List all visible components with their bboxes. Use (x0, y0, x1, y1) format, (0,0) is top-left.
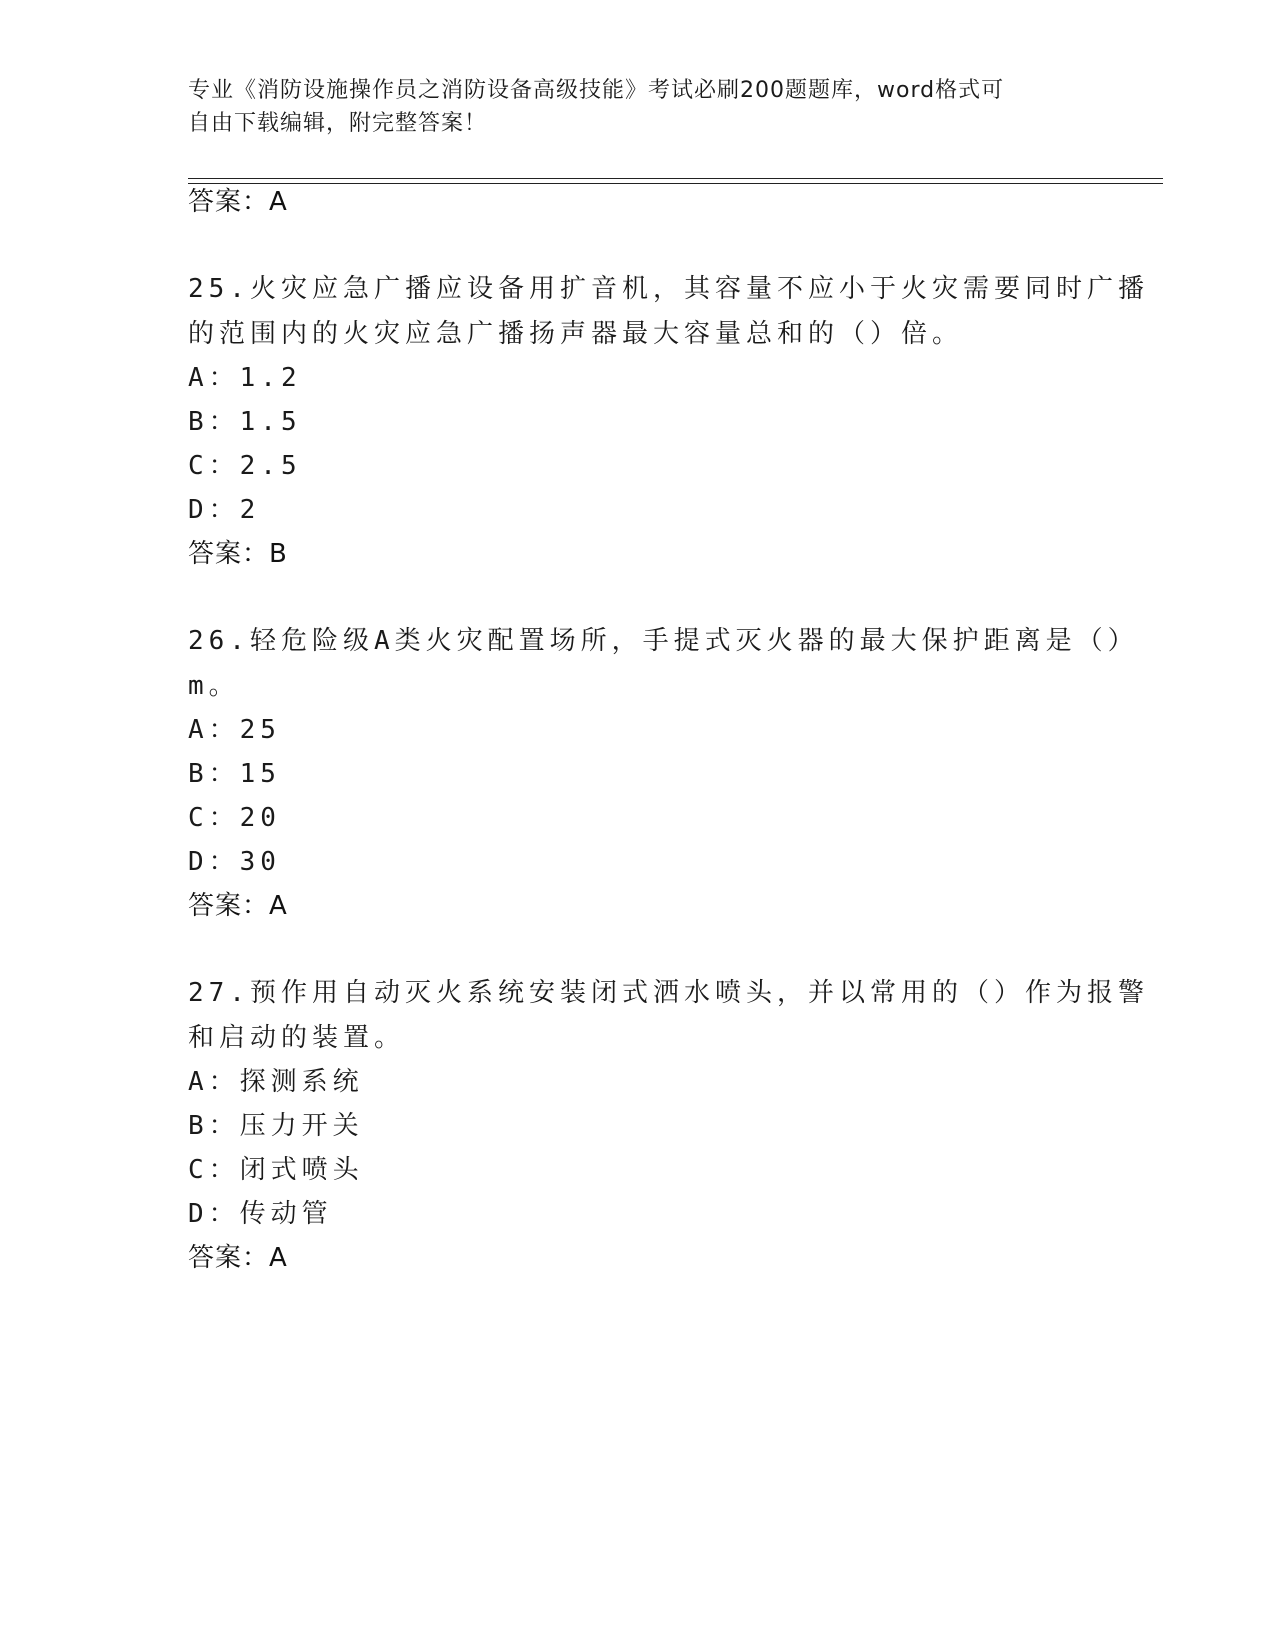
option-a: A：探测系统 (188, 1067, 364, 1097)
answer-label: 答案：A (188, 1243, 288, 1273)
header-divider-top (188, 178, 1163, 179)
header-line-2: 自由下载编辑，附完整答案！ (188, 111, 488, 136)
option-c: C：闭式喷头 (188, 1155, 364, 1185)
question-27-line-1: 27.预作用自动灭火系统安装闭式洒水喷头，并以常用的（）作为报警 (188, 978, 1149, 1008)
option-c: C：20 (188, 803, 281, 833)
option-a: A：25 (188, 715, 281, 745)
document-header (188, 74, 1088, 140)
question-26-line-2: m。 (188, 671, 240, 701)
question-26-line-1: 26.轻危险级A类火灾配置场所，手提式灭火器的最大保护距离是（） (188, 626, 1139, 656)
question-25-line-1: 25.火灾应急广播应设备用扩音机，其容量不应小于火灾需要同时广播 (188, 274, 1149, 304)
option-a: A：1.2 (188, 363, 302, 393)
option-b: B：1.5 (188, 407, 302, 437)
question-27-line-2: 和启动的装置。 (188, 1023, 406, 1053)
option-b: B：15 (188, 759, 281, 789)
answer-label: 答案：A (188, 891, 288, 921)
option-d: D：30 (188, 847, 281, 877)
header-line-1: 专业《消防设施操作员之消防设备高级技能》考试必刷200题题库，word格式可 (188, 78, 1005, 103)
answer-label: 答案：A (188, 187, 288, 217)
option-c: C：2.5 (188, 451, 302, 481)
option-b: B：压力开关 (188, 1111, 364, 1141)
question-25-line-2: 的范围内的火灾应急广播扬声器最大容量总和的（）倍。 (188, 319, 964, 349)
option-d: D：2 (188, 495, 261, 525)
option-d: D：传动管 (188, 1199, 333, 1229)
header-divider-bottom (188, 183, 1163, 184)
answer-label: 答案：B (188, 539, 288, 569)
